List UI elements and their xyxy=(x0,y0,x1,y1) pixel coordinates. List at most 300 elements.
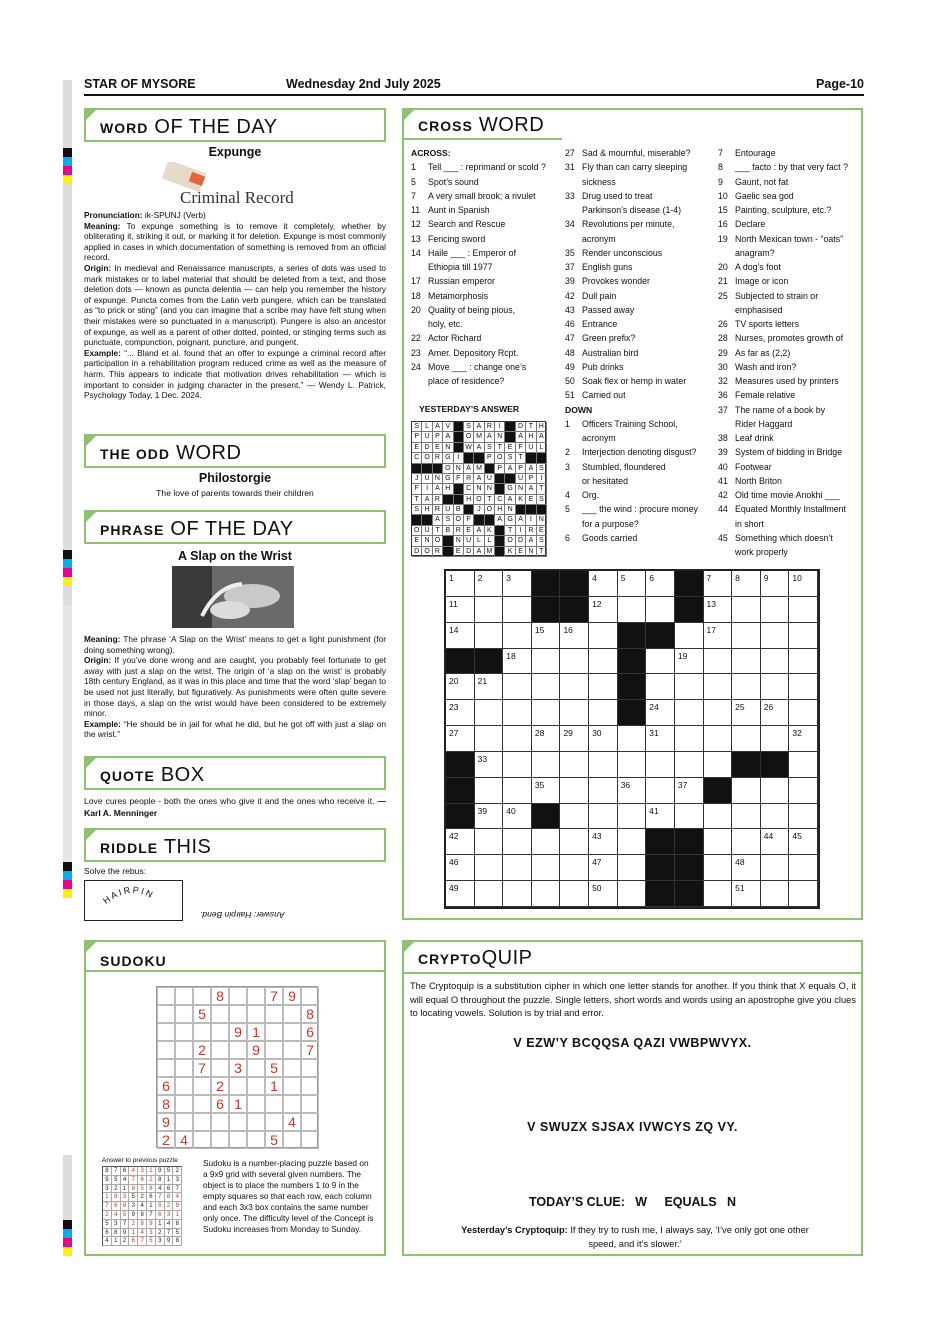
crossword-cell[interactable]: 28 xyxy=(532,726,561,752)
sudoku-cell[interactable] xyxy=(283,1023,301,1041)
crossword-cell[interactable] xyxy=(675,752,704,778)
crossword-cell[interactable] xyxy=(618,855,647,881)
answer-cell: S xyxy=(443,515,453,525)
clue-number: 17 xyxy=(411,276,421,287)
sudoku-cell[interactable] xyxy=(265,1041,283,1059)
answer-cell xyxy=(516,505,526,515)
clue-item xyxy=(718,360,863,374)
sudoku-cell[interactable] xyxy=(283,1131,301,1149)
sudoku-cell[interactable] xyxy=(247,1077,265,1095)
crossword-cell[interactable]: 45 xyxy=(789,829,818,855)
clue-number xyxy=(718,303,735,317)
crossword-cell[interactable] xyxy=(503,597,532,623)
sudoku-cell[interactable] xyxy=(301,1059,319,1077)
answer-cell: F xyxy=(464,515,474,525)
answer-cell: 9 xyxy=(147,1220,156,1229)
sudoku-cell[interactable] xyxy=(193,1023,211,1041)
crossword-cell[interactable] xyxy=(532,649,561,675)
sudoku-cell[interactable] xyxy=(193,1113,211,1131)
crossword-cell[interactable]: 8 xyxy=(732,571,761,597)
crossword-cell[interactable] xyxy=(560,674,589,700)
answer-cell xyxy=(464,453,474,463)
crossword-cell[interactable] xyxy=(475,700,504,726)
sudoku-cell[interactable]: 7 xyxy=(301,1041,319,1059)
answer-cell: 7 xyxy=(121,1220,130,1229)
sudoku-cell[interactable] xyxy=(247,1131,265,1149)
crossword-cell[interactable] xyxy=(761,778,790,804)
crossword-cell[interactable]: 15 xyxy=(532,623,561,649)
crossword-cell[interactable] xyxy=(789,752,818,778)
crossword-cell[interactable]: 27 xyxy=(446,726,475,752)
crossword-cell[interactable] xyxy=(675,623,704,649)
crossword-cell[interactable] xyxy=(532,752,561,778)
crossword-cell[interactable] xyxy=(732,674,761,700)
sudoku-cell[interactable] xyxy=(175,1095,193,1113)
crossword-cell[interactable] xyxy=(789,700,818,726)
sudoku-cell[interactable]: 1 xyxy=(229,1095,247,1113)
sudoku-cell[interactable]: 9 xyxy=(229,1023,247,1041)
clue-number: 23 xyxy=(411,347,421,358)
clue-text: Pub drinks xyxy=(582,361,624,372)
crossword-cell[interactable]: 40 xyxy=(503,804,532,830)
crossword-cell[interactable]: 25 xyxy=(732,700,761,726)
crossword-cell[interactable] xyxy=(704,881,733,907)
crossword-cell[interactable]: 26 xyxy=(761,700,790,726)
sudoku-cell[interactable] xyxy=(283,1077,301,1095)
crossword-cell[interactable] xyxy=(704,700,733,726)
sudoku-cell[interactable] xyxy=(301,1095,319,1113)
crossword-cell[interactable] xyxy=(732,623,761,649)
answer-cell: 2 xyxy=(138,1193,147,1202)
sudoku-cell[interactable] xyxy=(193,1131,211,1149)
crossword-cell[interactable]: 46 xyxy=(446,855,475,881)
crossword-cell[interactable]: 42 xyxy=(446,829,475,855)
crossword-cell[interactable]: 7 xyxy=(704,571,733,597)
crossword-cell[interactable] xyxy=(646,752,675,778)
crossword-cell[interactable]: 17 xyxy=(704,623,733,649)
quote-text: Love cures people - both the ones who give it and the ones who receive it. —Karl A. Menninger xyxy=(84,796,386,818)
sudoku-cell[interactable] xyxy=(157,987,175,1005)
crossword-cell[interactable] xyxy=(560,778,589,804)
answer-cell: T xyxy=(485,495,495,505)
clue-text: Metamorphosis xyxy=(428,290,489,301)
sudoku-cell[interactable]: 9 xyxy=(157,1113,175,1131)
sudoku-cell[interactable] xyxy=(211,1059,229,1077)
crossword-cell[interactable] xyxy=(589,752,618,778)
crossword-cell[interactable]: 50 xyxy=(589,881,618,907)
answer-cell xyxy=(495,474,505,484)
crossword-cell[interactable] xyxy=(789,674,818,700)
crossword-cell[interactable] xyxy=(732,649,761,675)
answer-cell: 5 xyxy=(129,1193,138,1202)
crossword-cell[interactable] xyxy=(761,674,790,700)
sudoku-cell[interactable] xyxy=(211,1023,229,1041)
sudoku-cell[interactable]: 3 xyxy=(229,1059,247,1077)
sudoku-cell[interactable]: 7 xyxy=(265,987,283,1005)
sudoku-cell[interactable]: 9 xyxy=(283,987,301,1005)
clue-text: Search and Rescue xyxy=(428,219,506,230)
sudoku-cell[interactable] xyxy=(229,1041,247,1059)
crossword-cell[interactable]: 32 xyxy=(789,726,818,752)
sudoku-cell[interactable] xyxy=(211,1005,229,1023)
crossword-cell[interactable] xyxy=(589,700,618,726)
sudoku-cell[interactable] xyxy=(247,1095,265,1113)
phrase-of-day-header: PHRASE OF THE DAY xyxy=(84,510,386,544)
crossword-cell[interactable] xyxy=(704,752,733,778)
answer-cell: 3 xyxy=(129,1202,138,1211)
answer-cell: S xyxy=(485,443,495,453)
answer-cell: I xyxy=(516,526,526,536)
clue-number: 13 xyxy=(411,233,421,244)
sudoku-cell[interactable] xyxy=(265,1023,283,1041)
sudoku-grid[interactable] xyxy=(156,986,318,1148)
sudoku-cell[interactable] xyxy=(229,1131,247,1149)
crossword-cell[interactable]: 12 xyxy=(589,597,618,623)
crossword-cell[interactable] xyxy=(646,649,675,675)
crossword-cell[interactable] xyxy=(475,597,504,623)
phrase-title: A Slap on the Wrist xyxy=(178,549,292,563)
crossword-cell[interactable]: 18 xyxy=(503,649,532,675)
crossword-cell[interactable] xyxy=(589,804,618,830)
answer-cell: T xyxy=(516,453,526,463)
crossword-cell[interactable] xyxy=(732,829,761,855)
crossword-cell[interactable]: 6 xyxy=(646,571,675,597)
sudoku-cell[interactable]: 5 xyxy=(265,1131,283,1149)
sudoku-cell[interactable] xyxy=(157,1005,175,1023)
crossword-cell[interactable]: 51 xyxy=(732,881,761,907)
answer-cell xyxy=(505,422,515,432)
clue-item xyxy=(411,189,559,203)
sudoku-cell[interactable] xyxy=(301,1131,319,1149)
crossword-cell[interactable] xyxy=(675,674,704,700)
crossword-cell[interactable] xyxy=(503,674,532,700)
sudoku-cell[interactable] xyxy=(229,987,247,1005)
clue-item xyxy=(411,317,559,331)
answer-cell: A xyxy=(474,547,484,557)
crossword-cell[interactable] xyxy=(532,855,561,881)
crossword-cell[interactable] xyxy=(618,752,647,778)
sudoku-cell[interactable] xyxy=(175,987,193,1005)
crossword-cell[interactable]: 35 xyxy=(532,778,561,804)
crossword-cell[interactable] xyxy=(475,881,504,907)
crossword-cell[interactable] xyxy=(761,804,790,830)
crossword-cell[interactable]: 1 xyxy=(446,571,475,597)
crossword-cell[interactable] xyxy=(618,881,647,907)
criminal-record-text: Criminal Record xyxy=(180,188,294,206)
crossword-cell[interactable] xyxy=(589,623,618,649)
sudoku-cell[interactable] xyxy=(301,1113,319,1131)
sudoku-cell[interactable]: 5 xyxy=(265,1059,283,1077)
sudoku-cell[interactable]: 4 xyxy=(283,1113,301,1131)
sudoku-cell[interactable]: 6 xyxy=(157,1077,175,1095)
sudoku-cell[interactable] xyxy=(193,987,211,1005)
sudoku-cell[interactable]: 8 xyxy=(157,1095,175,1113)
crossword-cell[interactable] xyxy=(618,829,647,855)
crossword-cell[interactable]: 4 xyxy=(589,571,618,597)
reg-mark xyxy=(63,166,72,175)
answer-cell: M xyxy=(474,464,484,474)
crossword-cell[interactable] xyxy=(560,829,589,855)
crossword-cell[interactable] xyxy=(704,804,733,830)
crossword-cell[interactable] xyxy=(503,623,532,649)
crossword-cell[interactable]: 29 xyxy=(560,726,589,752)
crossword-cell[interactable] xyxy=(789,649,818,675)
crossword-cell[interactable] xyxy=(618,597,647,623)
crossword-grid[interactable] xyxy=(444,569,820,909)
crossword-cell[interactable] xyxy=(732,804,761,830)
sudoku-cell[interactable] xyxy=(175,1113,193,1131)
crossword-cell[interactable] xyxy=(589,674,618,700)
crossword-cell[interactable] xyxy=(789,597,818,623)
sudoku-cell[interactable] xyxy=(211,1041,229,1059)
sudoku-cell[interactable]: 8 xyxy=(211,987,229,1005)
sudoku-cell[interactable] xyxy=(247,987,265,1005)
crossword-cell[interactable] xyxy=(532,881,561,907)
crossword-cell[interactable] xyxy=(532,829,561,855)
answer-cell: N xyxy=(422,536,432,546)
crossword-cell[interactable] xyxy=(503,726,532,752)
sudoku-cell[interactable]: 6 xyxy=(301,1023,319,1041)
crossword-cell[interactable] xyxy=(475,855,504,881)
crossword-cell[interactable] xyxy=(761,881,790,907)
sudoku-cell[interactable] xyxy=(265,1005,283,1023)
sudoku-cell[interactable]: 8 xyxy=(301,1005,319,1023)
crossword-cell[interactable] xyxy=(646,778,675,804)
sudoku-cell[interactable] xyxy=(247,1059,265,1077)
sudoku-cell[interactable] xyxy=(175,1023,193,1041)
sudoku-cell[interactable] xyxy=(229,1005,247,1023)
answer-cell: 2 xyxy=(173,1167,182,1176)
sudoku-cell[interactable] xyxy=(265,1095,283,1113)
crossword-cell[interactable] xyxy=(675,700,704,726)
crossword-cell[interactable]: 11 xyxy=(446,597,475,623)
clue-number: 34 xyxy=(565,219,575,230)
crossword-cell[interactable]: 2 xyxy=(475,571,504,597)
crossword-cell[interactable] xyxy=(761,623,790,649)
clue-item xyxy=(718,274,863,288)
crossword-cell[interactable] xyxy=(704,726,733,752)
sudoku-cell[interactable] xyxy=(175,1059,193,1077)
crossword-cell[interactable] xyxy=(589,649,618,675)
black-square: 34 xyxy=(732,752,761,778)
answer-cell: N xyxy=(474,484,484,494)
crossword-cell[interactable] xyxy=(560,700,589,726)
crossword-cell[interactable]: 14 xyxy=(446,623,475,649)
sudoku-cell[interactable] xyxy=(175,1077,193,1095)
sudoku-cell[interactable]: 7 xyxy=(193,1059,211,1077)
sudoku-cell[interactable] xyxy=(157,1041,175,1059)
answer-cell: 3 xyxy=(138,1167,147,1176)
sudoku-cell[interactable] xyxy=(247,1005,265,1023)
sudoku-cell[interactable]: 1 xyxy=(247,1023,265,1041)
crossword-cell[interactable]: 33 xyxy=(475,752,504,778)
sudoku-cell[interactable] xyxy=(193,1095,211,1113)
crossword-cell[interactable]: 13 xyxy=(704,597,733,623)
crossword-cell[interactable] xyxy=(503,855,532,881)
clue-item xyxy=(565,289,715,303)
crossword-cell[interactable]: 36 xyxy=(618,778,647,804)
clue-number: 25 xyxy=(718,290,728,301)
crossword-cell[interactable] xyxy=(704,649,733,675)
sudoku-cell[interactable]: 6 xyxy=(211,1095,229,1113)
black-square xyxy=(618,623,647,649)
answer-cell: R xyxy=(433,547,443,557)
clue-item xyxy=(411,217,559,231)
crossword-cell[interactable] xyxy=(503,752,532,778)
crossword-cell[interactable] xyxy=(732,726,761,752)
answer-cell: E xyxy=(412,536,422,546)
crossword-cell[interactable] xyxy=(789,855,818,881)
odd-word-header: THE ODD WORD xyxy=(84,434,386,468)
crossword-cell[interactable] xyxy=(589,778,618,804)
clue-text: emphasised xyxy=(735,304,783,315)
answer-cell: P xyxy=(526,474,536,484)
crossword-cell[interactable]: 49 xyxy=(446,881,475,907)
crossword-cell[interactable]: 44 xyxy=(761,829,790,855)
answer-cell: 8 xyxy=(165,1193,174,1202)
answer-cell: 7 xyxy=(138,1237,147,1246)
crossword-cell[interactable]: 9 xyxy=(761,571,790,597)
crossword-cell[interactable] xyxy=(475,726,504,752)
crossword-cell[interactable] xyxy=(475,829,504,855)
sudoku-cell[interactable] xyxy=(301,987,319,1005)
crossword-cell[interactable] xyxy=(618,726,647,752)
sudoku-cell[interactable]: 2 xyxy=(157,1131,175,1149)
crossword-cell[interactable]: 21 xyxy=(475,674,504,700)
crossword-cell[interactable]: 24 xyxy=(646,700,675,726)
clue-number: 12 xyxy=(411,219,421,230)
answer-cell: P xyxy=(412,432,422,442)
crossword-cell[interactable] xyxy=(532,700,561,726)
sudoku-cell[interactable] xyxy=(265,1113,283,1131)
crossword-cell[interactable]: 19 xyxy=(675,649,704,675)
sudoku-cell[interactable] xyxy=(211,1113,229,1131)
crossword-cell[interactable]: 37 xyxy=(675,778,704,804)
crossword-cell[interactable] xyxy=(560,881,589,907)
crossword-cell[interactable]: 41 xyxy=(646,804,675,830)
crossword-cell[interactable] xyxy=(732,778,761,804)
clue-text: for a purpose? xyxy=(582,518,639,529)
answer-cell: U xyxy=(422,432,432,442)
crossword-cell[interactable]: 16 xyxy=(560,623,589,649)
crossword-cell[interactable]: 39 xyxy=(475,804,504,830)
sudoku-cell[interactable] xyxy=(283,1059,301,1077)
sudoku-cell[interactable] xyxy=(193,1077,211,1095)
crossword-cell[interactable]: 5 xyxy=(618,571,647,597)
crossword-cell[interactable] xyxy=(675,726,704,752)
sudoku-cell[interactable] xyxy=(229,1113,247,1131)
crossword-cell[interactable] xyxy=(761,855,790,881)
crossword-cell[interactable] xyxy=(475,778,504,804)
crossword-cell[interactable]: 20 xyxy=(446,674,475,700)
clue-number xyxy=(565,232,582,246)
sudoku-cell[interactable] xyxy=(283,1005,301,1023)
sudoku-cell[interactable] xyxy=(157,1023,175,1041)
sudoku-cell[interactable] xyxy=(301,1077,319,1095)
crossword-cell[interactable] xyxy=(675,804,704,830)
crossword-cell[interactable] xyxy=(732,597,761,623)
clue-item xyxy=(718,417,863,431)
crossword-cell[interactable]: 47 xyxy=(589,855,618,881)
crossword-cell[interactable]: 30 xyxy=(589,726,618,752)
crossword-cell[interactable]: 3 xyxy=(503,571,532,597)
sudoku-cell[interactable] xyxy=(283,1041,301,1059)
answer-cell: V xyxy=(443,422,453,432)
crossword-cell[interactable] xyxy=(761,726,790,752)
crossword-cell[interactable] xyxy=(503,829,532,855)
answer-cell: 8 xyxy=(138,1211,147,1220)
answer-cell xyxy=(537,505,547,515)
clue-text: Org. xyxy=(582,490,600,500)
crossword-cell[interactable]: 31 xyxy=(646,726,675,752)
crossword-cell[interactable] xyxy=(789,623,818,649)
crossword-cell[interactable] xyxy=(761,649,790,675)
sudoku-cell[interactable]: 2 xyxy=(193,1041,211,1059)
crossword-cell[interactable] xyxy=(560,804,589,830)
crossword-cell[interactable] xyxy=(704,829,733,855)
sudoku-cell[interactable] xyxy=(175,1005,193,1023)
crossword-cell[interactable] xyxy=(560,752,589,778)
sudoku-cell[interactable] xyxy=(175,1041,193,1059)
sudoku-cell[interactable] xyxy=(211,1131,229,1149)
answer-cell: E xyxy=(537,526,547,536)
crossword-cell[interactable] xyxy=(704,855,733,881)
clue-text: ___ facto : by that very fact ? xyxy=(735,162,848,173)
sudoku-cell[interactable]: 4 xyxy=(175,1131,193,1149)
sudoku-cell[interactable]: 2 xyxy=(211,1077,229,1095)
crossword-cell[interactable] xyxy=(646,597,675,623)
crossword-cell[interactable] xyxy=(475,623,504,649)
crossword-cell[interactable] xyxy=(503,778,532,804)
crossword-cell[interactable] xyxy=(503,700,532,726)
answer-cell: N xyxy=(454,536,464,546)
answer-cell: F xyxy=(412,484,422,494)
black-square: 38 xyxy=(704,778,733,804)
clue-text: The name of a book by xyxy=(735,404,825,415)
newspaper-name: STAR OF MYSORE xyxy=(84,77,196,91)
crossword-cell[interactable] xyxy=(503,881,532,907)
crossword-cell[interactable]: 10 xyxy=(789,571,818,597)
crossword-cell[interactable] xyxy=(560,855,589,881)
sudoku-cell[interactable] xyxy=(283,1095,301,1113)
sudoku-cell[interactable]: 9 xyxy=(247,1041,265,1059)
sudoku-cell[interactable]: 1 xyxy=(265,1077,283,1095)
crossword-cell[interactable]: 43 xyxy=(589,829,618,855)
crossword-cell[interactable] xyxy=(618,804,647,830)
sudoku-cell[interactable]: 5 xyxy=(193,1005,211,1023)
sudoku-cell[interactable] xyxy=(247,1113,265,1131)
crossword-cell[interactable] xyxy=(789,881,818,907)
sudoku-cell[interactable] xyxy=(229,1077,247,1095)
answer-cell: 5 xyxy=(103,1220,112,1229)
crossword-cell[interactable] xyxy=(560,649,589,675)
crossword-cell[interactable] xyxy=(532,674,561,700)
crossword-cell[interactable]: 48 xyxy=(732,855,761,881)
crossword-cell[interactable] xyxy=(789,804,818,830)
crossword-cell[interactable] xyxy=(761,597,790,623)
crossword-cell[interactable] xyxy=(704,674,733,700)
clue-number: 43 xyxy=(565,304,575,315)
crossword-cell[interactable]: 23 xyxy=(446,700,475,726)
crossword-cell[interactable] xyxy=(789,778,818,804)
answer-cell: J xyxy=(412,474,422,484)
sudoku-cell[interactable] xyxy=(157,1059,175,1077)
crossword-cell[interactable] xyxy=(646,674,675,700)
reg-mark xyxy=(63,889,72,898)
clue-item xyxy=(718,374,863,388)
answer-cell: A xyxy=(537,432,547,442)
answer-cell: 3 xyxy=(103,1185,112,1194)
